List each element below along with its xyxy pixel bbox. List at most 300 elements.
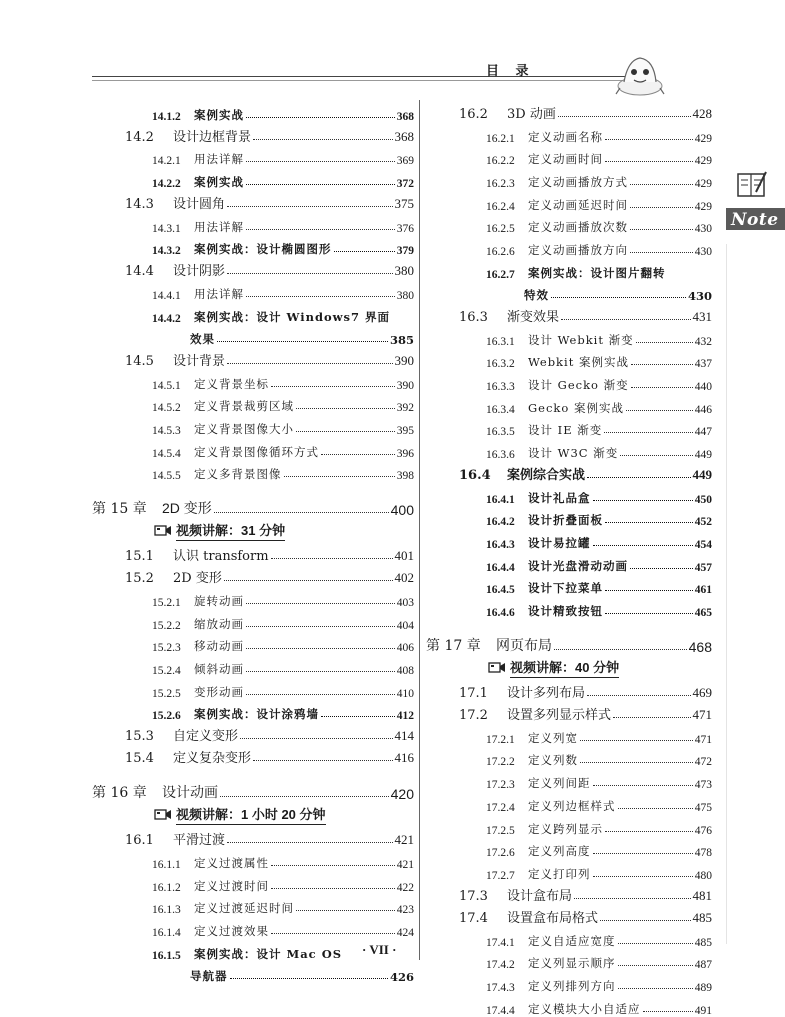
toc-page-number: 402	[394, 570, 414, 586]
toc-page-number: 410	[396, 687, 414, 700]
toc-page-number: 449	[694, 448, 712, 461]
toc-subsection-row	[426, 596, 712, 619]
toc-title: 2D 变形	[173, 571, 222, 587]
toc-title: 定义动画播放次数	[528, 220, 628, 235]
toc-number: 17.2	[459, 708, 488, 724]
toc-page-number: 485	[694, 936, 712, 949]
video-lecture-row	[426, 655, 712, 679]
margin-line	[726, 244, 727, 944]
toc-page-number: 437	[694, 358, 712, 371]
toc-section-row	[426, 100, 712, 122]
toc-subsection-row	[426, 971, 712, 994]
toc-title: 自定义变形	[173, 729, 239, 745]
toc-number: 17.4.2	[486, 959, 515, 972]
toc-page-number: 406	[396, 642, 414, 655]
toc-title: 缩放动画	[194, 616, 244, 631]
toc-page-number: 473	[694, 779, 712, 792]
toc-number: 14.3.1	[152, 222, 181, 235]
toc-number: 15.1	[125, 549, 154, 565]
toc-subsection-row	[426, 325, 712, 348]
dot-leader	[321, 454, 395, 455]
toc-subsection-row	[426, 574, 712, 597]
dot-leader	[554, 649, 687, 650]
toc-number: 15.3	[125, 729, 154, 745]
video-lecture-label: 视频讲解：31 分钟	[176, 520, 285, 541]
dot-leader	[271, 933, 395, 934]
toc-title: 案例综合实战	[507, 467, 586, 483]
toc-subsection-row	[426, 258, 712, 281]
toc-subsection-row	[92, 212, 414, 235]
toc-page-number: 398	[396, 470, 414, 483]
dot-leader	[246, 184, 395, 185]
toc-title: 定义复杂变形	[173, 751, 252, 767]
toc-title: 导航器	[190, 968, 228, 983]
toc-number: 15.2.1	[152, 596, 181, 609]
dot-leader	[240, 738, 392, 739]
toc-page-number: 379	[396, 245, 414, 258]
dot-leader	[643, 1011, 693, 1012]
toc-title: 定义打印列	[528, 866, 591, 881]
dot-leader	[613, 717, 690, 718]
toc-page-number: 375	[394, 196, 414, 212]
toc-number: 14.5.2	[152, 402, 181, 415]
dot-leader	[618, 943, 693, 944]
toc-number: 15.2.2	[152, 619, 181, 632]
toc-section-row	[92, 257, 414, 279]
toc-subsection-row	[426, 235, 712, 258]
toc-number: 14.4	[125, 264, 154, 280]
toc-title: 用法详解	[194, 152, 244, 167]
toc-number: 14.5.3	[152, 424, 181, 437]
dot-leader	[551, 297, 686, 298]
dot-leader	[630, 252, 693, 253]
toc-number: 17.4	[459, 910, 488, 926]
toc-number: 17.2.3	[486, 779, 515, 792]
dot-leader	[271, 888, 395, 889]
toc-number: 16.2.5	[486, 223, 515, 236]
toc-page-number: 478	[694, 847, 712, 860]
toc-page-number: 380	[394, 263, 414, 279]
dot-leader	[334, 251, 395, 252]
toc-title: 定义背景裁剪区域	[194, 399, 294, 414]
header-rule	[92, 76, 652, 77]
toc-title: 设计 W3C 渐变	[528, 445, 619, 460]
toc-subsection-row	[92, 871, 414, 894]
cartoon-decoration-icon	[614, 52, 666, 100]
toc-page-number: 428	[692, 106, 712, 121]
dot-leader	[626, 410, 693, 411]
dot-leader	[561, 319, 690, 320]
dot-leader	[593, 785, 693, 786]
toc-subsection-row	[92, 369, 414, 392]
toc-title: 案例实战：设计椭圆图形	[194, 242, 332, 257]
toc-page-number: 430	[694, 246, 712, 259]
toc-page-number: 376	[396, 222, 414, 235]
toc-page-number: 446	[694, 403, 712, 416]
toc-subsection-row	[426, 814, 712, 837]
dot-leader	[580, 762, 693, 763]
toc-title: 旋转动画	[194, 593, 244, 608]
header-rule-thin	[92, 80, 652, 81]
toc-page-number: 457	[694, 561, 712, 574]
video-camera-icon	[488, 660, 506, 674]
dot-leader	[604, 432, 693, 433]
toc-page-number: 380	[396, 290, 414, 303]
toc-subsection-row	[92, 235, 414, 258]
toc-continuation-row	[426, 281, 712, 303]
dot-leader	[246, 626, 395, 627]
toc-number: 16.2.4	[486, 200, 515, 213]
toc-title: 平滑过渡	[173, 833, 226, 849]
toc-page-number: 431	[692, 308, 712, 324]
toc-page-number: 426	[389, 969, 414, 984]
toc-number: 17.2.2	[486, 756, 515, 769]
dot-leader	[227, 206, 392, 207]
toc-subsection-row	[92, 437, 414, 460]
toc-number: 14.2.2	[152, 178, 181, 191]
toc-subsection-row	[426, 994, 712, 1017]
toc-number: 14.2.1	[152, 155, 181, 168]
toc-title: 设计阴影	[173, 264, 226, 280]
toc-title: 设置多列显示样式	[507, 708, 612, 724]
dot-leader	[253, 139, 392, 140]
toc-title: 设计盒布局	[507, 888, 573, 904]
toc-number: 17.2.1	[486, 733, 515, 746]
dot-leader	[296, 408, 395, 409]
video-camera-icon	[154, 807, 172, 821]
toc-subsection-row	[92, 279, 414, 302]
dot-leader	[593, 853, 693, 854]
toc-section-row	[426, 904, 712, 926]
toc-title: 定义过渡延迟时间	[194, 901, 294, 916]
toc-subsection-row	[426, 213, 712, 236]
toc-number: 16.3.5	[486, 426, 515, 439]
toc-page-number: 450	[694, 493, 712, 506]
toc-number: 16.2.3	[486, 178, 515, 191]
toc-section-row	[92, 123, 414, 145]
toc-section-row	[92, 826, 414, 848]
toc-number: 16.4.1	[486, 493, 515, 506]
toc-number: 16.1.4	[152, 927, 181, 940]
toc-page-number: 430	[687, 288, 712, 303]
toc-section-row	[92, 542, 414, 564]
toc-page-number: 385	[389, 332, 414, 347]
toc-subsection-row	[426, 122, 712, 145]
toc-title: 用法详解	[194, 219, 244, 234]
video-lecture-label: 视频讲解：1 小时 20 分钟	[176, 804, 326, 825]
toc-number: 16.2	[459, 107, 488, 122]
toc-number: 16.3.4	[486, 403, 515, 416]
toc-page-number: 401	[394, 548, 414, 564]
toc-number: 14.4.1	[152, 290, 181, 303]
video-lecture-label: 视频讲解：40 分钟	[510, 657, 619, 678]
toc-page-number: 368	[396, 110, 414, 123]
toc-title: 定义列宽	[528, 730, 578, 745]
toc-title: 设置盒布局格式	[507, 910, 599, 926]
toc-subsection-row	[92, 414, 414, 437]
toc-title: 设计背景	[173, 353, 226, 369]
toc-title: 设计折叠面板	[528, 513, 603, 528]
toc-title: 定义动画播放方向	[528, 243, 628, 258]
toc-section-row	[426, 679, 712, 701]
toc-number: 16.2.1	[486, 132, 515, 145]
video-lecture-row	[92, 518, 414, 542]
toc-title: 定义动画延迟时间	[528, 197, 628, 212]
toc-number: 15.2	[125, 571, 154, 587]
toc-title: 用法详解	[194, 287, 244, 302]
toc-number: 14.5.5	[152, 470, 181, 483]
toc-number: 14.4.2	[152, 312, 181, 325]
dot-leader	[605, 161, 693, 162]
toc-title: 定义背景图像循环方式	[194, 444, 319, 459]
toc-number: 15.4	[125, 751, 154, 767]
toc-subsection-row	[426, 926, 712, 949]
toc-subsection-row	[92, 609, 414, 632]
toc-subsection-row	[426, 859, 712, 882]
toc-number: 15.2.6	[152, 710, 181, 723]
toc-title: 设计动画	[162, 784, 218, 801]
dot-leader	[605, 613, 693, 614]
dot-leader	[246, 117, 395, 118]
toc-number: 16.4.2	[486, 516, 515, 529]
toc-page-number: 390	[396, 379, 414, 392]
toc-number: 17.2.6	[486, 847, 515, 860]
toc-subsection-row	[426, 438, 712, 461]
toc-title: 设计 IE 渐变	[528, 423, 603, 438]
toc-number: 17.4.1	[486, 936, 515, 949]
toc-title: 定义列边框样式	[528, 798, 616, 813]
toc-section-row	[92, 744, 414, 766]
toc-number: 16.4.3	[486, 539, 515, 551]
dot-leader	[587, 477, 690, 478]
toc-page-number: 403	[396, 596, 414, 609]
toc-title: 2D 变形	[162, 500, 212, 517]
toc-page-number: 489	[694, 981, 712, 994]
dot-leader	[618, 988, 693, 989]
toc-subsection-row	[426, 768, 712, 791]
toc-number: 15.2.5	[152, 687, 181, 700]
dot-leader	[296, 431, 395, 432]
toc-title: 设计 Gecko 渐变	[528, 377, 629, 392]
toc-number: 第 16 章	[92, 785, 147, 802]
dot-leader	[605, 831, 693, 832]
toc-subsection-row	[426, 348, 712, 371]
dot-leader	[224, 580, 393, 581]
dot-leader	[271, 386, 395, 387]
toc-chapter-row	[92, 772, 414, 802]
toc-title: 设计下拉菜单	[528, 581, 603, 596]
header-title: 目 录	[486, 64, 535, 79]
toc-title: 定义过渡时间	[194, 878, 269, 893]
toc-number: 16.2.6	[486, 246, 515, 259]
toc-page-number: 368	[394, 128, 414, 144]
toc-title: 设计圆角	[173, 197, 226, 213]
toc-number: 16.3.1	[486, 335, 515, 348]
toc-title: 移动动画	[194, 639, 244, 654]
dot-leader	[246, 161, 395, 162]
toc-title: 定义列排列方向	[528, 978, 616, 993]
toc-number: 15.2.3	[152, 642, 181, 655]
dot-leader	[227, 363, 392, 364]
toc-number: 17.2.4	[486, 801, 515, 814]
dot-leader	[284, 476, 395, 477]
toc-title: 定义跨列显示	[528, 821, 603, 836]
toc-page-number: 472	[694, 756, 712, 769]
toc-number: 14.5.1	[152, 379, 181, 392]
toc-subsection-row	[426, 483, 712, 506]
toc-page-number: 420	[390, 786, 414, 803]
dot-leader	[630, 229, 693, 230]
toc-number: 17.1	[459, 686, 488, 702]
toc-page-number: 429	[694, 178, 712, 191]
toc-section-row	[92, 347, 414, 369]
toc-page-number: 461	[694, 584, 712, 597]
toc-subsection-row	[426, 791, 712, 814]
toc-subsection-row	[426, 837, 712, 860]
video-camera-icon	[154, 523, 172, 537]
dot-leader	[630, 184, 693, 185]
toc-title: 设计边框背景	[173, 129, 252, 145]
toc-title: 设计易拉罐	[528, 536, 591, 550]
toc-title: 定义列高度	[528, 844, 591, 859]
toc-page-number: 372	[396, 178, 414, 191]
toc-subsection-row	[92, 145, 414, 168]
toc-page-number: 447	[694, 426, 712, 439]
toc-page-number: 432	[694, 335, 712, 348]
toc-title: 定义过渡属性	[194, 856, 269, 871]
toc-page-number: 475	[694, 801, 712, 814]
toc-page-number: 471	[694, 733, 712, 746]
toc-page-number: 392	[396, 402, 414, 415]
toc-subsection-row	[92, 677, 414, 700]
toc-title: Webkit 案例实战	[528, 355, 629, 370]
toc-page-number: 430	[694, 223, 712, 236]
toc-title: 案例实战：设计涂鸦墙	[194, 707, 319, 722]
dot-leader	[558, 116, 691, 117]
toc-number: 16.3.3	[486, 380, 515, 393]
toc-continuation-row	[92, 325, 414, 347]
toc-page-number: 414	[394, 728, 414, 744]
toc-section-row	[426, 701, 712, 723]
toc-left-column	[92, 100, 414, 984]
toc-page-number: 422	[396, 881, 414, 894]
toc-title: 定义多背景图像	[194, 467, 282, 482]
toc-page-number: 440	[694, 380, 712, 393]
toc-number: 16.3	[459, 309, 488, 325]
dot-leader	[580, 740, 693, 741]
toc-title: 定义模块大小自适应	[528, 1001, 641, 1016]
toc-title: 案例实战：设计 Mac OS	[194, 946, 343, 961]
dot-leader	[220, 796, 389, 797]
toc-page-number: 390	[394, 352, 414, 368]
toc-right-column	[426, 100, 712, 1017]
toc-number: 16.1.5	[152, 949, 181, 962]
toc-section-row	[92, 564, 414, 586]
toc-title: 案例实战：设计 Windows7 界面	[194, 309, 391, 324]
toc-title: 设计光盘滑动动画	[528, 558, 628, 573]
toc-section-row	[426, 303, 712, 325]
toc-number: 16.3.6	[486, 448, 515, 461]
toc-title: 设计礼品盒	[528, 490, 591, 505]
dot-leader	[630, 568, 693, 569]
toc-number: 17.4.3	[486, 981, 515, 994]
toc-title: 渐变效果	[507, 309, 560, 325]
toc-page-number: 423	[396, 904, 414, 917]
toc-page-number: 454	[694, 539, 712, 551]
toc-title: 3D 动画	[507, 107, 556, 122]
toc-subsection-row	[426, 393, 712, 416]
toc-page-number: 400	[390, 502, 414, 519]
dot-leader	[593, 500, 693, 501]
dot-leader	[605, 590, 693, 591]
toc-subsection-row	[426, 370, 712, 393]
toc-page-number: 468	[688, 639, 712, 656]
toc-page-number: 452	[694, 516, 712, 529]
toc-page-number: 471	[692, 707, 712, 723]
toc-subsection-row	[92, 392, 414, 415]
toc-page-number: 465	[694, 607, 712, 620]
dot-leader	[600, 920, 690, 921]
toc-page-number: 412	[396, 710, 414, 723]
toc-title: 案例实战	[194, 107, 244, 122]
toc-number: 17.2.5	[486, 824, 515, 837]
toc-chapter-row	[92, 488, 414, 518]
toc-page-number: 469	[692, 685, 712, 701]
toc-title: 定义动画播放方式	[528, 175, 628, 190]
toc-subsection-row	[426, 167, 712, 190]
toc-title: 设计精致按钮	[528, 604, 603, 619]
toc-page-number: 404	[396, 619, 414, 632]
dot-leader	[593, 545, 693, 546]
dot-leader	[227, 842, 392, 843]
toc-title: 定义过渡效果	[194, 924, 269, 939]
toc-page-number: 487	[694, 959, 712, 972]
dot-leader	[253, 760, 392, 761]
dot-leader	[246, 296, 395, 297]
dot-leader	[227, 273, 392, 274]
toc-number: 16.4.5	[486, 584, 515, 597]
toc-page-number: 480	[694, 869, 712, 882]
toc-subsection-row	[426, 506, 712, 529]
toc-subsection-row	[92, 100, 414, 123]
toc-number: 15.2.4	[152, 665, 181, 677]
toc-number: 17.3	[459, 888, 488, 904]
toc-subsection-row	[92, 632, 414, 655]
dot-leader	[296, 910, 395, 911]
toc-number: 14.3.2	[152, 245, 181, 258]
toc-number: 14.3	[125, 197, 154, 213]
dot-leader	[620, 455, 693, 456]
toc-title: 定义动画名称	[528, 129, 603, 144]
dot-leader	[630, 207, 693, 208]
toc-title: 设计多列布局	[507, 686, 586, 702]
dot-leader	[246, 694, 395, 695]
toc-title: 定义列数	[528, 753, 578, 768]
note-tab-icon	[726, 170, 785, 242]
toc-title: 变形动画	[194, 684, 244, 699]
toc-number: 14.5	[125, 353, 154, 369]
column-divider	[419, 100, 420, 960]
toc-number: 16.4	[459, 467, 491, 483]
toc-number: 16.1.3	[152, 904, 181, 917]
toc-subsection-row	[426, 190, 712, 213]
toc-number: 14.2	[125, 129, 154, 145]
toc-title: 网页布局	[496, 637, 552, 654]
toc-page-number: 396	[396, 447, 414, 460]
dot-leader	[574, 898, 690, 899]
toc-page-number: 395	[396, 424, 414, 437]
toc-title: 案例实战：设计图片翻转	[528, 265, 666, 280]
